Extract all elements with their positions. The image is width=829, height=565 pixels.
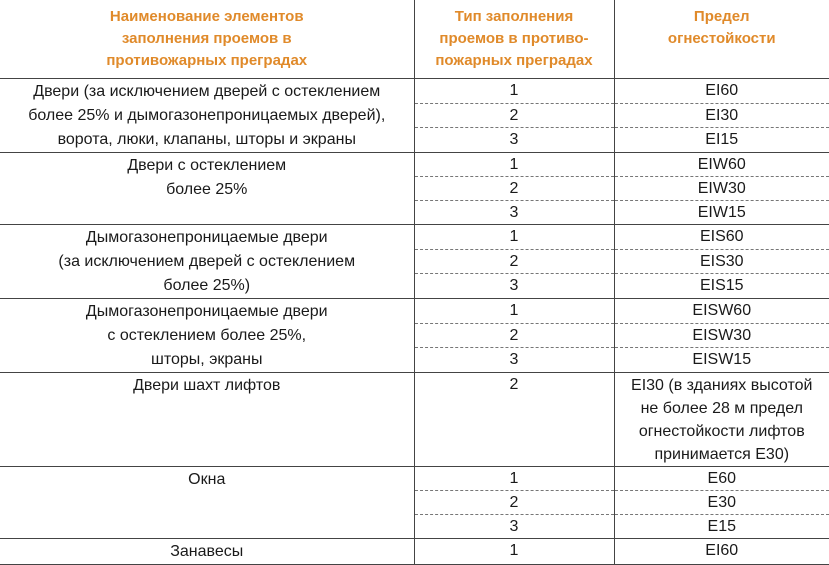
- element-name-line: Двери шахт лифтов: [133, 377, 281, 394]
- element-name-line: ворота, люки, клапаны, шторы и экраны: [57, 131, 356, 148]
- element-name-line: Занавесы: [170, 543, 244, 560]
- fire-limit-line: огнестойкости лифтов: [638, 423, 805, 440]
- element-name-cell: [0, 79, 414, 153]
- fire-limit-cell: EISW60: [614, 299, 829, 324]
- table-row: [0, 539, 829, 565]
- fill-type-cell: 2: [414, 177, 614, 201]
- element-name-cell: [0, 225, 414, 299]
- fill-type-cell: 3: [414, 274, 614, 299]
- fill-type-cell: 2: [414, 323, 614, 348]
- fire-limit-cell: EIW60: [614, 153, 829, 177]
- fire-limit-line: не более 28 м предел: [640, 400, 803, 417]
- table-row: [0, 299, 829, 324]
- fill-type-cell: 1: [414, 225, 614, 250]
- header-type: [414, 0, 614, 79]
- table-row: [0, 373, 829, 467]
- header-name-line: Наименование элементов: [109, 8, 304, 25]
- header-name-line: противожарных преградах: [106, 52, 308, 69]
- table-body: [0, 79, 829, 565]
- header-type-line: проемов в противо-: [439, 30, 589, 47]
- fill-type-cell: 1: [414, 299, 614, 324]
- fill-type-cell: 3: [414, 515, 614, 539]
- fill-type-cell: 2: [414, 491, 614, 515]
- fire-limit-cell: EI60: [614, 79, 829, 104]
- table-row: [0, 225, 829, 250]
- element-name-cell: [0, 153, 414, 225]
- fire-limit-cell: EI15: [614, 128, 829, 153]
- header-limit-line: огнестойкости: [667, 30, 776, 47]
- header-row: [0, 0, 829, 79]
- fill-type-cell: 2: [414, 249, 614, 274]
- fire-limit-cell: EISW15: [614, 348, 829, 373]
- element-name-line: Двери (за исключением дверей с остеклением: [33, 83, 381, 100]
- fill-type-cell: 1: [414, 79, 614, 104]
- fill-type-cell: 3: [414, 128, 614, 153]
- fill-type-cell: 1: [414, 467, 614, 491]
- fill-type-cell: 2: [414, 103, 614, 128]
- fire-limit-cell: EI60: [614, 539, 829, 565]
- fire-limit-line: EI30 (в зданиях высотой: [631, 377, 813, 394]
- element-name-line: более 25%: [166, 181, 248, 198]
- element-name-line: Дымогазонепроницаемые двери: [85, 229, 328, 246]
- header-name: [0, 0, 414, 79]
- header-name-line: заполнения проемов в: [121, 30, 292, 47]
- fire-limit-cell: EIS15: [614, 274, 829, 299]
- element-name-cell: [0, 467, 414, 539]
- fire-limit-cell: E60: [614, 467, 829, 491]
- element-name-line: Окна: [188, 471, 226, 488]
- fire-limit-cell: E15: [614, 515, 829, 539]
- header-limit-line: Предел: [693, 8, 750, 25]
- table-row: [0, 79, 829, 104]
- element-name-cell: [0, 373, 414, 467]
- fire-limit-cell: EIW15: [614, 201, 829, 225]
- element-name-cell: [0, 299, 414, 373]
- fill-type-cell: 1: [414, 539, 614, 565]
- header-type-line: Тип заполнения: [454, 8, 574, 25]
- element-name-line: более 25% и дымогазонепроницаемых дверей),: [28, 107, 386, 124]
- table-row: [0, 153, 829, 177]
- element-name-line: шторы, экраны: [151, 351, 263, 368]
- fire-limit-cell: EIS60: [614, 225, 829, 250]
- element-name-line: Дымогазонепроницаемые двери: [85, 303, 328, 320]
- element-name-line: (за исключением дверей с остеклением: [58, 253, 356, 270]
- element-name-line: более 25%): [163, 277, 251, 294]
- element-name-cell: [0, 539, 414, 565]
- fire-limit-cell: EISW30: [614, 323, 829, 348]
- element-name-line: с остеклением более 25%,: [107, 327, 307, 344]
- header-type-line: пожарных преградах: [435, 52, 593, 69]
- fire-limit-cell: E30: [614, 491, 829, 515]
- fill-type-cell: 3: [414, 201, 614, 225]
- fill-type-cell: 3: [414, 348, 614, 373]
- fire-limit-cell: EI30: [614, 103, 829, 128]
- table-row: [0, 467, 829, 491]
- fire-limit-cell: EIW30: [614, 177, 829, 201]
- fire-limit-line: принимается E30): [654, 446, 790, 463]
- fire-limit-cell: EIS30: [614, 249, 829, 274]
- header-limit: [614, 0, 829, 79]
- element-name-line: Двери с остеклением: [127, 157, 287, 174]
- fire-limit-cell: [614, 373, 829, 467]
- fill-type-cell: 2: [414, 373, 614, 467]
- fill-type-cell: 1: [414, 153, 614, 177]
- table-header: [0, 0, 829, 79]
